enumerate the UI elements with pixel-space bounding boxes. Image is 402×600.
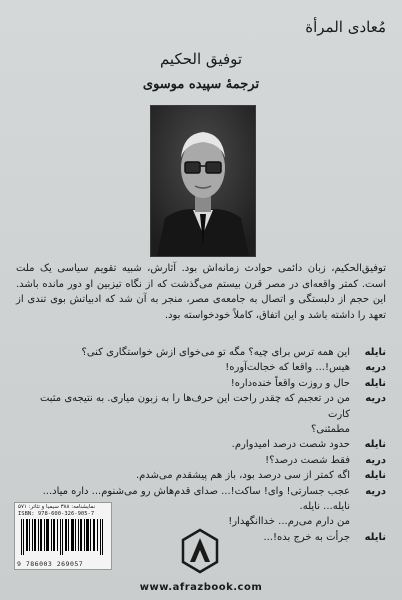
speaker-name bbox=[350, 422, 386, 437]
barcode-icon bbox=[19, 519, 105, 555]
publisher-logo-icon bbox=[180, 528, 220, 574]
speech-text: جرأت به خرج بده!... bbox=[263, 531, 350, 543]
barcode-panel bbox=[14, 502, 112, 570]
speaker-name: دریه bbox=[365, 362, 386, 374]
dialogue-line bbox=[16, 468, 386, 483]
dialogue-line bbox=[16, 437, 386, 452]
dialogue-line bbox=[16, 376, 386, 391]
dialogue-line bbox=[16, 453, 386, 468]
speaker-name: نایله bbox=[364, 377, 386, 389]
barcode-number: 9 786003 269057 bbox=[17, 560, 84, 568]
author-name: توفيق الحكيم bbox=[159, 50, 243, 68]
speech-text: حدود شصت درصد امیدوارم. bbox=[231, 439, 350, 451]
speaker-name: نایله bbox=[364, 347, 386, 358]
speech-text: من دارم می‌رم... خداانگهدار! bbox=[228, 516, 350, 528]
speaker-name: نایله bbox=[364, 470, 386, 482]
speech-text: فقط شصت درصد؟! bbox=[265, 454, 350, 466]
dialogue-line bbox=[16, 360, 386, 375]
speech-text: اگه کمتر از سی درصد بود، باز هم پیشقدم می‌شدم. bbox=[135, 470, 350, 482]
speaker-name: نایله bbox=[364, 531, 386, 543]
speaker-name: دریه bbox=[365, 454, 386, 466]
speech-text: عجب جسارتی! وای! ساکت!... صدای قدم‌هاش رو می‌شنوم... داره میاد... نایله... نایله. bbox=[42, 485, 350, 513]
speaker-name: دریه bbox=[365, 393, 386, 405]
speech-text: من در تعجبم که چقدر راحت این حرف‌ها را به زبون میاری. به نتیجه‌ی مثبت کارت bbox=[39, 393, 350, 420]
author-photo bbox=[150, 105, 256, 257]
translator-name: ترجمهٔ سپیده موسوی bbox=[142, 77, 260, 92]
dialogue-line bbox=[16, 345, 386, 360]
dialogue-line bbox=[16, 422, 386, 437]
speaker-name bbox=[350, 514, 386, 529]
arabic-title: مُعادی المرأة bbox=[305, 18, 386, 36]
speaker-name: دریه bbox=[365, 485, 386, 497]
speech-text: هیس!... واقعا که خجالت‌آوره! bbox=[225, 362, 350, 374]
isbn-label: ISBN: 978-600-326-905-7 bbox=[18, 511, 95, 517]
catalog-numbers: نمایشنامه: ۳۸۸ سیمیا و تئاتر: ۵۷۱ bbox=[18, 504, 96, 510]
speech-text: مطمئنی؟ bbox=[310, 424, 350, 436]
author-biography: توفیق‌الحکیم، زبان دائمی حوادث زمانه‌اش بود. آثارش، شبیه تقویم سیاسی یک ملت است. کمتر واقعه‌ای در مصر قرن بیستم می‌گذشت که از نگاه تیزبین او دور مانده باشد. این حجم از دلبستگی و اتصال به جامعه‌ی مصر، منجر به آن شد که ادبیاتش بوی تندی از تعهد را داشته باشد و این اتفاق، کاملاً خودخواسته بود. bbox=[16, 263, 386, 321]
speaker-name: نایله bbox=[364, 439, 386, 451]
dialogue-line bbox=[16, 391, 386, 422]
speech-text: این همه ترس برای چیه؟ مگه تو می‌خوای ازش خواستگاری کنی؟ bbox=[81, 347, 350, 358]
speech-text: حال و روزت واقعاً خنده‌داره! bbox=[230, 377, 350, 389]
publisher-website: www.afrazbook.com bbox=[139, 582, 263, 593]
